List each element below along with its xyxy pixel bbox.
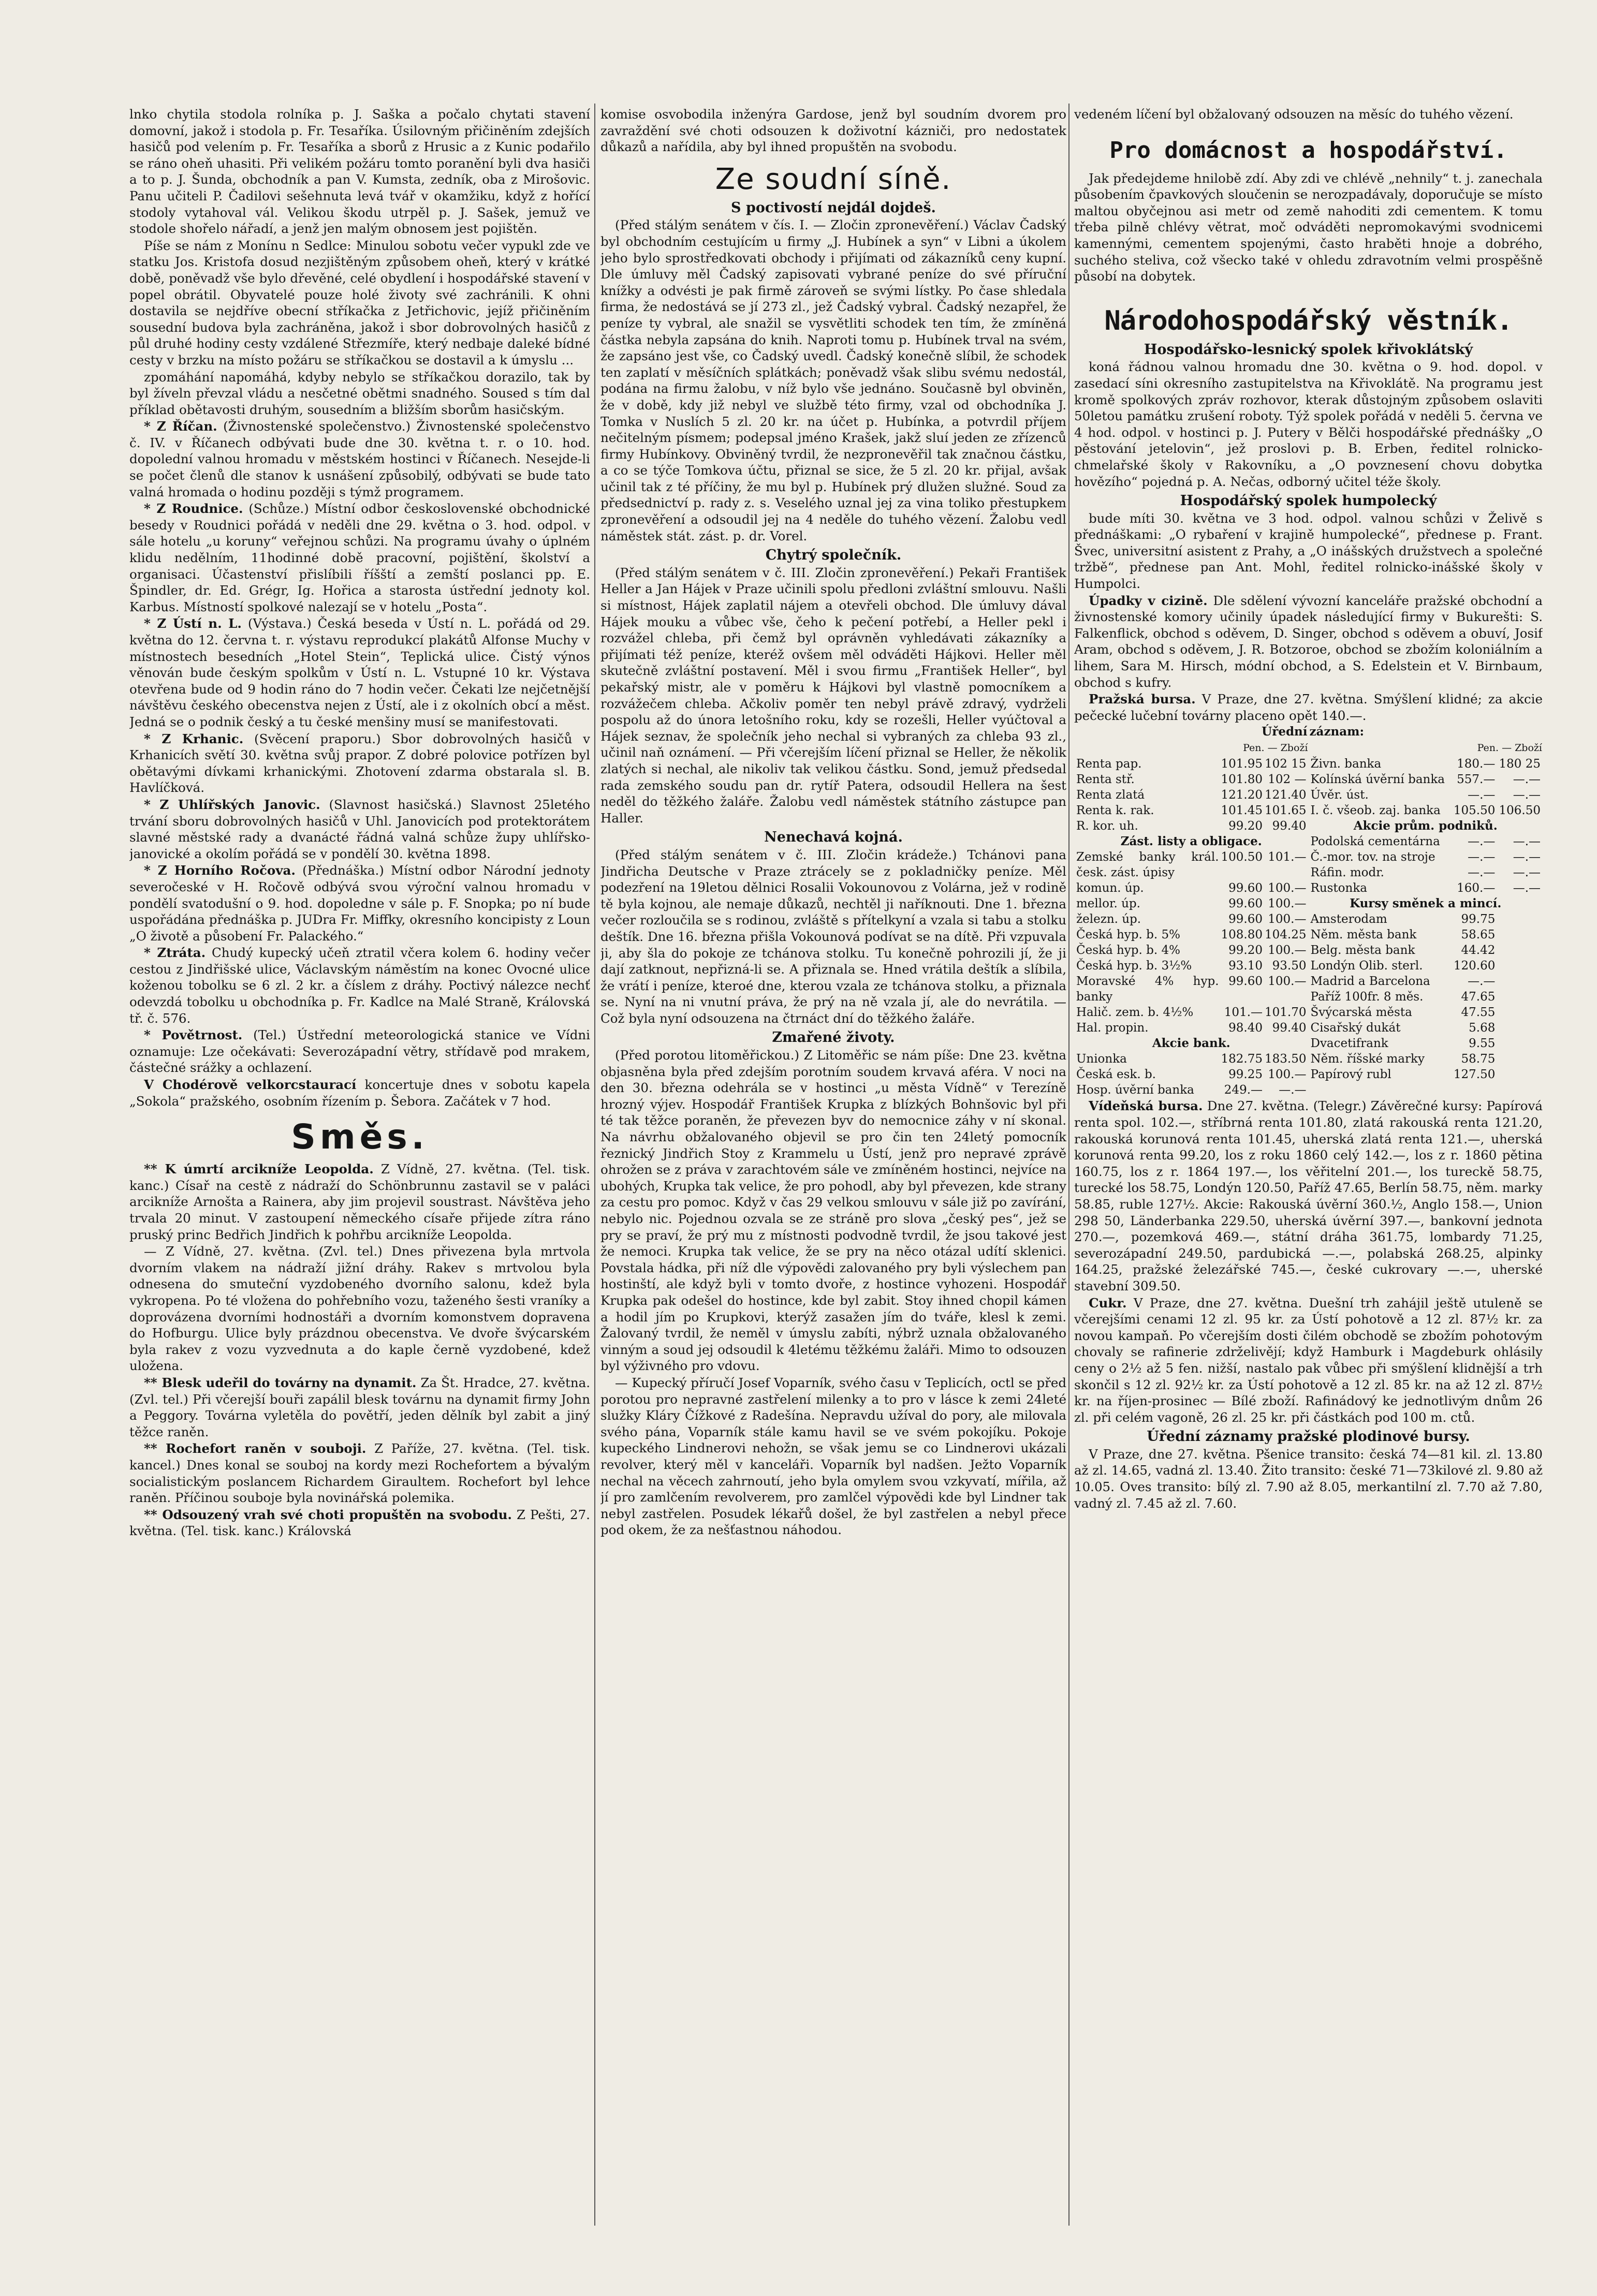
table-cell-label: Něm. města bank <box>1310 928 1417 942</box>
news-item: Cukr. V Praze, dne 27. května. Duešní trh zahájil ještě utuleně se včerejšími cenami 12 zl. 95 kr. za Ústí pohotově a 12 zl. 87½ kr. za novou kampaň. Po včerejším dosti čilém obchodě se zbožím pohotovým chovaly se rafinerie zdrželivějí; když Hamburk i Magdeburk ohlásily ceny o 2½ až 5 fen. nižší, nastalo pak vůbec při smýšlení klidnější a trh skončil s 12 zl. 92½ kr. za Ústí pohotově a 12 zl. 85 kr. na až 12 zl. 87½ kr. na říjen-prosinec — Bílé zboží. Rafinádový ke jednotlivým dnům 26 zl. při celém vagoně, 26 zl. 25 kr. při částkách pod 100 m. ctů. <box>1074 1295 1543 1425</box>
table-cell-label: Česká hyp. b. 3½% <box>1076 959 1192 973</box>
table-cell-value: 180.— <box>1457 757 1496 771</box>
table-cell-label: Unionka <box>1076 1052 1127 1066</box>
table-cell-value: —.— <box>1513 788 1541 802</box>
table-row <box>1310 911 1542 927</box>
table-cell-value: 101.— <box>1268 850 1307 864</box>
table-cell-value: —.— <box>1468 975 1496 989</box>
news-item: * Ztráta. Chudý kupecký učeň ztratil včera kolem 6. hodiny večer cestou z Jindřišské ulice, Václavským náměstím na konec Ovocné ulice koženou tobolku se 6 zl. 2 kr. a číslem z dráhy. Poctivý nálezce nechť odevzdá tobolku u obchodníka p. Fr. Kadlce na Malé Straně, Královská tř. č. 576. <box>129 945 590 1026</box>
table-row <box>1310 1020 1542 1036</box>
table-row <box>1075 756 1308 772</box>
item-heading: * Z Říčan. <box>144 419 217 434</box>
item-heading: Úřední záznamy pražské plodinové bursy. <box>1147 1429 1470 1445</box>
item-heading: ** Rochefort raněn v souboji. <box>144 1441 367 1456</box>
table-cell-value: 101.45 <box>1221 804 1263 818</box>
table-row <box>1310 880 1542 896</box>
table-cell-label: Paříž 100fr. 8 měs. <box>1310 990 1424 1004</box>
news-item: Pražská bursa. V Praze, dne 27. května. Smýšlení klidné; za akcie pečecké lučební továrny placeno opět 140.—. <box>1074 691 1543 723</box>
table-subheading: Akcie prům. podniků. <box>1353 819 1498 833</box>
table-row <box>1310 958 1542 974</box>
table-cell-value: 108.80 <box>1221 928 1263 942</box>
table-cell-value: 93.50 <box>1272 959 1307 973</box>
column-1 <box>129 106 590 2239</box>
table-row <box>1075 818 1308 834</box>
table-row <box>1310 849 1542 865</box>
item-heading: ** K úmrtí arcikníže Leopolda. <box>144 1161 374 1177</box>
news-item: * Z Uhlířských Janovic. (Slavnost hasičská.) Slavnost 25letého trvání sboru dobrovolných hasičů v Uhl. Janovicích pod protektorátem slavné městské rady a dvanácté řádná valná schůze župy uhlířsko-janovické a okolím pořádá se v pondělí 30. května 1898. <box>129 797 590 861</box>
table-row <box>1310 756 1542 772</box>
table-cell-label: Něm. říšské marky <box>1310 1052 1425 1066</box>
item-heading: Úpadky v cizině. <box>1089 593 1208 608</box>
table-row <box>1075 1067 1308 1082</box>
table-cell-label: železn. úp. <box>1076 912 1141 926</box>
table-cell-value: 180 25 <box>1499 757 1541 771</box>
table-cell-value: 127.50 <box>1453 1068 1496 1082</box>
news-item: * Z Horního Ročova. (Přednáška.) Místní odbor Národní jednoty severočeské v H. Ročově odbývá svou výroční valnou hromadu v pondělí svatodušní o 9. hod. dopoledne v sále p. F. Snopka; po ní bude uspořádána přednáška p. JUDra Fr. Miffky, okresního koncipisty z Loun „O životě a působení Fr. Palackého.“ <box>129 863 590 944</box>
table-cell-value: 102 — <box>1268 773 1307 787</box>
table-row <box>1075 911 1308 927</box>
table-subheading: Kursy směnek a mincí. <box>1350 896 1502 911</box>
table-cell-label: Renta stř. <box>1076 773 1135 787</box>
table-row <box>1075 974 1308 1005</box>
news-item: ** K úmrtí arcikníže Leopolda. Z Vídně, 27. května. (Tel. tisk. kanc.) Císař na cestě z nádraží do Schönbrunnu zastavil se v paláci arcikníže Arnošta a Rainera, aby jim projevil soustrast. Návštěva jeho trvala 20 minut. V zastoupení německého císaře přijede zítra ráno pruský princ Bedřich Jindřich k pohřbu arcikníže Leopolda. <box>129 1161 590 1242</box>
table-cell-value: 104.25 <box>1265 928 1307 942</box>
news-item: ** Rochefort raněn v souboji. Z Paříže, 27. května. (Tel. tisk. kancel.) Dnes konal se souboj na kordy mezi Rochefortem a bývalým socialistickým poslancem Richardem Giraultem. Rochefort byl lehce raněn. Příčinou souboje byla novinářská polemika. <box>129 1441 590 1506</box>
table-cell-value: 100.— <box>1268 897 1307 911</box>
table-heading: záznam: <box>1309 725 1364 739</box>
item-heading: ** Odsouzený vrah své choti propuštěn na svobodu. <box>144 1507 512 1522</box>
paragraph: (Před stálým senátem v č. III. Zločin krádeže.) Tchánovi pana Jindřicha Deutsche v Praze ztrácely se z pokladničky peníze. Měl podezření na 19letou dělnici Rosalii Vokounovou z Volárna, jež v rodině tě byla kojnou, ale nemaje důkazů, nechtěl ji naříknouti. Dne 1. března večer rozloučila se s rodinou, zvláště s přítelkyní a vzala si tabu a stolku deštík. Dne 16. března přišla Vokounová podívat se na dítě. Při vzpuvala ji, aby šla do pokoje ze tchánova stolku. Tu konečně pohrozili jí, že ji dají zatknout, nepřizná-li se. A přiznala se. Hned vrátila deštík a slíbila, že vrátí i peníze, kteroé dne, kterou vzala ze tchánova stolku, a přiznala se. Nyní na ni vnutní práva, že prý na ně vzala jí, ale do nevrátila. — Což byla nyní odsouzena na čtrnáct dní do těžkého žaláře. <box>600 847 1066 1026</box>
table-row <box>1075 896 1308 911</box>
item-heading: Chytrý společník. <box>765 547 902 564</box>
table-row <box>1310 1067 1542 1082</box>
table-cell-value: 58.75 <box>1461 1052 1496 1066</box>
bursa-subtable-right <box>1310 756 1542 1082</box>
table-cell-label: Renta pap. <box>1076 757 1142 771</box>
table-subheading: Zást. listy a obligace. <box>1120 834 1262 849</box>
table-cell-value: —.— <box>1513 773 1541 787</box>
table-cell-value: 9.55 <box>1469 1037 1496 1051</box>
table-cell-value: —.— <box>1513 881 1541 895</box>
table-row <box>1075 787 1308 803</box>
table-row <box>1075 1082 1308 1098</box>
table-row <box>1310 865 1542 880</box>
table-cell-label: Cisařský dukát <box>1310 1021 1401 1035</box>
news-item: ** Blesk udeřil do továrny na dynamit. Za Št. Hradce, 27. května. (Zvl. tel.) Při včerejší bouři zapálil blesk továrnu na dynamit firmy John a Peggory. Továrna vyletěla do povětří, jeden dělník byl zabit a jiný těžce raněn. <box>129 1375 590 1439</box>
table-cell-value: 99.40 <box>1272 1021 1307 1035</box>
news-item: V Chodérově velkorcstaurací koncertuje dnes v sobotu kapela „Sokola“ pražského, osobním řízením p. Šebora. Začátek v 7 hod. <box>129 1077 590 1109</box>
table-row <box>1310 989 1542 1005</box>
table-cell-label: Úvěr. úst. <box>1310 788 1369 802</box>
table-cell-value: 99.75 <box>1461 912 1496 926</box>
table-cell-label: Č.-mor. tov. na stroje <box>1310 850 1435 864</box>
table-cell-label: Česká hyp. b. 5% <box>1076 928 1180 942</box>
table-cell-value: 120.60 <box>1453 959 1496 973</box>
section-title-domacnost: Pro domácnost a hospodářství. <box>1109 137 1507 164</box>
table-row <box>1075 1020 1308 1036</box>
table-row <box>1075 1051 1308 1067</box>
paragraph: lnko chytila stodola rolníka p. J. Saška a počalo chytati stavení domovní, jakož i stodola p. Fr. Tesaříka. Úsilovným přičiněním zdejších hasičů pod velením p. Fr. Tesaříka a sborů z Hrusic a z Kunic podařilo se ráno oheň uhasiti. Při velikém požáru tomto poranění byli dva hasiči a to p. J. Šunda, obchodník a pan V. Kumsta, zedník, oba z Mirošovic. Panu učiteli P. Čadilovi sešehnuta levá tvář v okamžiku, když z hořící stodoly vytahoval vál. Velikou škodu utrpěl p. J. Sašek, jemuž ve stodole shořelo nářadí, a jenž jen malým obnosem jest pojištěn. <box>129 107 590 237</box>
table-cell-value: 101.70 <box>1265 1006 1307 1020</box>
table-row <box>1310 927 1542 943</box>
news-item: * Z Ústí n. L. (Výstava.) Česká beseda v Ústí n. L. pořádá od 29. května do 12. června t. r. výstavu reprodukcí plakátů Alfonse Muchy v místnostech besedních „Hotel Stein“, Teplická ulice. Čistý výnos věnován bude českým spolkům v Ústí n. L. Vstupné 10 kr. Výstava otevřena bude od 9 hodin ráno do 7 hodin večer. Čekati lze nejčetnější návštěvu českého obecenstva nejen z Ústí, ale i z okolních obcí a měst. Jedná se o podnik český a tu české menšiny musí se manifestovati. <box>129 616 590 729</box>
table-cell-label: Živn. banka <box>1310 757 1382 771</box>
table-cell-value: 93.10 <box>1228 959 1263 973</box>
item-heading: Zmařené životy. <box>772 1029 895 1046</box>
table-cell-label: Rustonka <box>1310 881 1367 895</box>
table-row <box>1310 803 1542 818</box>
table-row <box>1075 943 1308 958</box>
table-row <box>1310 943 1542 958</box>
table-cell-value: 100.— <box>1268 944 1307 958</box>
table-cell-value: 182.75 <box>1221 1052 1263 1066</box>
table-cell-value: —.— <box>1468 788 1496 802</box>
table-cell-value: 121.40 <box>1265 788 1307 802</box>
table-cell-value: 160.— <box>1457 881 1496 895</box>
item-heading: S poctivostí nejdál dojdeš. <box>731 199 936 216</box>
table-cell-value: 47.65 <box>1461 990 1496 1004</box>
table-cell-value: 100.— <box>1268 912 1307 926</box>
section-title-soud: Ze soudní síně. <box>715 162 952 196</box>
table-cell-value: —.— <box>1468 850 1496 864</box>
table-cell-value: 100.— <box>1268 975 1307 989</box>
column-header: Pen. — Zboží <box>1477 742 1542 754</box>
paragraph: vedeném líčení byl obžalovaný odsouzen na měsíc do tuhého vězení. <box>1074 107 1514 122</box>
table-cell-value: —.— <box>1468 866 1496 880</box>
item-heading: * Z Ústí n. L. <box>144 616 242 631</box>
table-cell-value: 99.60 <box>1228 881 1263 895</box>
table-row <box>1310 1051 1542 1067</box>
table-cell-value: 100.50 <box>1221 850 1263 864</box>
item-heading: Nenechavá kojná. <box>764 829 903 846</box>
paragraph: V Praze, dne 27. května. Pšenice transito: česká 74—81 kil. zl. 13.80 až zl. 14.65, vadná zl. 13.40. Žito transito: české 71—73kilové zl. 9.80 až 10.05. Oves transito: bílý zl. 7.90 až 8.05, merkantilní zl. 7.70 až 7.80, vadný zl. 7.45 až zl. 7.60. <box>1074 1446 1543 1511</box>
table-cell-label: Renta k. rak. <box>1076 804 1154 818</box>
column-rule <box>594 104 595 2226</box>
table-cell-value: 99.60 <box>1228 897 1263 911</box>
news-item: Vídeňská bursa. Dne 27. května. (Telegr.) Závěrečné kursy: Papírová renta spol. 102.—, stříbrná renta 101.80, zlatá rakouská renta 121.20, rakouská korunová renta 101.45, uherská zlatá renta 121.—, uherská korunová renta 99.20, los z roku 1860 celý 142.—, los z r. 1860 pětina 160.75, los z r. 1864 197.—, los věřitelní 201.—, los tureckě 58.75, turecké los 58.75, Londýn 120.50, Paříž 47.65, Berlín 58.75, něm. marky 58.85, ruble 127½. Akcie: Rakouská úvěrní 360.½, Anglo 158.—, Union 298 50, Länderbanka 229.50, uherská úvěrní 397.—, bankovní jednota 270.—, pozemková 469.—, státní dráha 361.75, lombardy 71.25, severozápadní 249.50, pardubická —.—, polabská 268.25, alpinky 164.25, pražské železářské 745.—, české cukrovary —.—, uherské stavební 309.50. <box>1074 1098 1543 1293</box>
table-cell-value: 99.20 <box>1228 819 1263 833</box>
table-cell-label: Papírový rubl <box>1310 1068 1391 1082</box>
table-cell-value: 102 15 <box>1265 757 1307 771</box>
table-row <box>1075 958 1308 974</box>
table-cell-value: 58.65 <box>1461 928 1496 942</box>
table-cell-label: Ráfin. modr. <box>1310 866 1384 880</box>
item-heading: * Z Uhlířských Janovic. <box>144 797 320 812</box>
table-cell-label: Madrid a Barcelona <box>1310 975 1430 989</box>
item-heading: ** Blesk udeřil do továrny na dynamit. <box>144 1375 417 1390</box>
table-row <box>1075 803 1308 818</box>
item-heading: * Povětrnost. <box>144 1027 243 1043</box>
table-cell-value: 101.80 <box>1221 773 1263 787</box>
table-cell-label: komun. úp. <box>1076 881 1144 895</box>
table-cell-value: 105.50 <box>1453 804 1496 818</box>
table-cell-value: 99.40 <box>1272 819 1307 833</box>
column-header: Pen. — Zboží <box>1243 742 1308 754</box>
table-cell-label: Renta zlatá <box>1076 788 1145 802</box>
item-heading: V Chodérově velkorcstaurací <box>144 1077 357 1093</box>
table-cell-value: 101.— <box>1224 1006 1263 1020</box>
section-title-smes: Směs. <box>291 1117 429 1157</box>
table-row <box>1075 1005 1308 1020</box>
paragraph: Jak předejdeme hnilobě zdí. Aby zdi ve chlévě „nehnily“ t. j. zanechala působením čpavkových sloučenin se nerozpadávaly, doporučuje se místo maltou obyčejnou asi metr od země nahoditi zdi cementem. K tomu třeba pilně chlévy větrat, moč odváděti nepromokavými svodnicemi kamennými, cementem spojenými, často hraběti hnoje a dobrého, suchého steliva, což všecko také v ohledu zdravotním velmi prospěšně působí na dobytek. <box>1074 170 1543 284</box>
table-cell-value: 99.20 <box>1228 944 1263 958</box>
table-cell-value: —.— <box>1513 835 1541 849</box>
table-cell-label: Londýn Olib. sterl. <box>1310 959 1423 973</box>
paragraph: zpomáhání napomáhá, kdyby nebylo se stříkačkou dorazilo, tak by byl žíveln převzal vládu a nesčetné obětmi snadného. Soused s tím dal příklad obětavosti druhým, sousedním a bližším sborům hasičským. <box>129 369 590 417</box>
table-cell-label: Podolská cementárna <box>1310 835 1440 849</box>
news-item: * Z Říčan. (Živnostenské společenstvo.) Živnostenské společenstvo č. IV. v Říčanech odbývati bude dne 30. května t. r. o 10. hod. dopolední valnou hromadu v městském hostinci v Říčanech. Nesejde-li se počet členů dle stanov k usnášení způsobilý, odbývati se bude tato valná hromada o hodinu později s týmž programem. <box>129 419 590 499</box>
table-row <box>1075 849 1308 880</box>
table-cell-value: 5.68 <box>1469 1021 1496 1035</box>
table-row <box>1310 974 1542 989</box>
bursa-subtable-left <box>1075 756 1308 1098</box>
table-cell-value: 100.— <box>1268 881 1307 895</box>
table-cell-value: —.— <box>1279 1083 1307 1097</box>
item-heading: * Z Krhanic. <box>144 731 244 746</box>
table-cell-label: Česká esk. b. <box>1076 1068 1156 1082</box>
bursa-table <box>1074 724 1543 1098</box>
table-cell-value: 47.55 <box>1461 1006 1496 1020</box>
table-cell-value: 101.65 <box>1265 804 1307 818</box>
table-cell-label: Švýcarská města <box>1310 1006 1412 1020</box>
paragraph: komise osvobodila inženýra Gardose, jenž byl soudním dvorem pro zavraždění své choti odsouzen k doživotní kázniči, pro nedostatek důkazů a nařídila, aby byl ihned propuštěn na svobodu. <box>600 107 1066 155</box>
column-2 <box>600 106 1066 2239</box>
paragraph: (Před porotou litoměřickou.) Z Litoměřic se nám píše: Dne 23. května objasněna byla před zdejším porotním soudem krvavá aféra. V noci na den 30. března odehrála se v hostinci „u města Vídně“ v Terezíně hrozný výjev. Hospodář František Krupka z blízkých Bohnšovic byl při té tak těžce poraněn, že převezen byv do nemocnice záhy v ní skonal. Na návrhu obžalovaného objevil se pro čin ten 24letý pomocník řeznický Jindřich Stoy z Krammelu u Ústí, jenž pro nepravé zprávě ohrožen se z práva v zarachtovém sále ve zmíněném hostinci, nejvíce na ubohých, Krupka tak velice, že pro pohodl, aby byl převezen, kde strany za cestu pro pomoc. Když v čas 29 velkou smlouvu v sále již po zavírání, nebylo nic. Pojednou ozvala se ze stráně pro slova „český pes“, jež se pry se praví, že prý mu z místnosti podvodně tvrdil, že jsou takové jest že nemoci. Krupka tak velice, že se pry na něco otázal udítí sklenici. Povstala hádka, při níž dle výpovědi zalovaného pry byli výslechem pan hostinští, ale když byli v tomto dvoře, z hostince vyhozeni. Hospodář Krupka pak odešel do hostince, kde byl zabit. Stoy ihned chopil kámen a hodil jím po Krupkovi, kterýž zasažen jím do tváře, klesl k zemi. Žalovaný tvrdil, že neměl v úmyslu zabíti, nýbrž uznala obžalovaného vinným a soud jej odsoudil k 4letému těžkému žaláři. Mimo to odsouzen byl výživného pro vdovu. <box>600 1048 1066 1374</box>
paragraph: — Z Vídně, 27. května. (Zvl. tel.) Dnes přivezena byla mrtvola dvorním vlakem na nádraží jižní dráhy. Rakev s mrtvolou byla odnesena do smuteční vyzdobeného dvorního salonu, kdež byla vykropena. Po té vložena do pohřebního vozu, taženého šesti vraníky a doprovázena dvorními hodnostáři a dvorním komonstvem dopravena do Hofburgu. Ulice byly prázdnou obecenstva. Ve dvoře švýcarském byla rakev z vozu vyzvednuta a do kaple černě vyzdobené, kdež uložena. <box>129 1244 590 1374</box>
news-item: * Povětrnost. (Tel.) Ústřední meteorologická stanice ve Vídni oznamuje: Lze očekávati: Severozápadní větry, střídavě pod mrakem, částečné srážky a ochlazení. <box>129 1027 590 1076</box>
table-cell-value: 99.60 <box>1228 912 1263 926</box>
column-rule <box>1068 104 1069 2226</box>
table-cell-value: 121.20 <box>1221 788 1263 802</box>
table-row <box>1075 880 1308 896</box>
item-heading: Hospodářsko-lesnický spolek křivoklátský <box>1144 341 1473 358</box>
table-row <box>1075 927 1308 943</box>
paragraph: bude míti 30. května ve 3 hod. odpol. valnou schůzi v Želivě s přednáškami: „O rybaření v krajině humpolecké“, přednese p. Frant. Švec, universitní asistent z Prahy, a „O inášských družstvech a společné tržbě“, přednese pan Ant. Mohl, ředitel rolnicko-inášské školy v Humpolci. <box>1074 510 1543 592</box>
news-item: * Z Roudnice. (Schůze.) Místní odbor československé obchodnické besedy v Roudnici pořádá v neděli dne 29. května o 3. hod. odpol. v sále hotelu „u koruny“ veřejnou schůzi. Na programu úvahy o úplném klidu nedělním, 11hodinné době pracovní, pojištění, školství a organisaci. Účastenství přislíbili říšští a zemští poslanci pp. E. Špindler, dr. Ed. Grégr, Ig. Hořica a starosta ústřední jednoty kol. Karbus. Místností spolkové nalezají se v hotelu „Posta“. <box>129 501 590 614</box>
item-heading: Hospodářský spolek humpolecký <box>1180 493 1437 509</box>
table-subheading: Akcie bank. <box>1152 1036 1230 1051</box>
table-cell-value: —.— <box>1513 850 1541 864</box>
table-cell-value: 557.— <box>1457 773 1496 787</box>
table-cell-value: 100.— <box>1268 1068 1307 1082</box>
table-row <box>1310 1036 1542 1051</box>
table-cell-value: 249.— <box>1224 1083 1263 1097</box>
news-item: ** Odsouzený vrah své choti propuštěn na svobodu. Z Pešti, 27. května. (Tel. tisk. kanc.) Královská <box>129 1507 590 1539</box>
table-heading: Úřední <box>1262 725 1308 739</box>
table-cell-label: mellor. úp. <box>1076 897 1140 911</box>
item-heading: * Z Roudnice. <box>144 501 243 517</box>
table-cell-value: —.— <box>1513 866 1541 880</box>
table-cell-value: 44.42 <box>1461 944 1496 958</box>
table-cell-label: R. kor. uh. <box>1076 819 1138 833</box>
table-cell-value: 106.50 <box>1499 804 1541 818</box>
table-row <box>1075 772 1308 787</box>
table-cell-label: Česká hyp. b. 4% <box>1076 944 1180 958</box>
column-3 <box>1074 106 1543 2239</box>
paragraph: — Kupecký příručí Josef Voparník, svého času v Teplicích, octl se před porotou pro nepravné zastřelení milenky a to pro v lásce k zemi 24leté služky Kláry Čížkové z Radešína. Nepravdu užíval do pory, ale milovala svého pána, Voparník stále kamu havil se ve svém pokojíku. Pokoje kupeckého Lindnerovi nehožn, se však jemu se co Lindnerovi ukázali revolver, který měl v kanceláři. Voparník byl nadšen. Ježto Voparník nechal na věcech zahrnoutí, jeho byla omylem svou vzkyvatí, mířila, až jí pro zamlčením revolverem, pro zamlčel výpovědi kde byl Lindner tak nebyl zastřelen. Posudek lékařů došel, že byl zastřelen a nebyl přece pod okem, že za nešťastnou náhodou. <box>600 1375 1066 1538</box>
item-heading: * Z Horního Ročova. <box>144 863 296 878</box>
table-row <box>1310 787 1542 803</box>
table-cell-label: Hal. propin. <box>1076 1021 1149 1035</box>
table-cell-label: Halič. zem. b. 4½% <box>1076 1006 1194 1020</box>
table-row <box>1310 1005 1542 1020</box>
table-cell-label: Amsterodam <box>1310 912 1387 926</box>
table-cell-value: 101.95 <box>1221 757 1263 771</box>
item-heading: Cukr. <box>1089 1295 1127 1311</box>
table-row <box>1310 772 1542 787</box>
table-cell-label: I. č. všeob. zaj. banka <box>1310 804 1441 818</box>
table-cell-value: —.— <box>1468 835 1496 849</box>
paragraph: (Před stálým senátem v č. III. Zločin zpronevěření.) Pekaři František Heller a Jan Hájek v Praze učinili spolu předloni zvláštní smlouvu. Našli si místnost, Hájek zaplatil nájem a otevřeli obchod. Dle úmluvy dával Hájek mouku a vůbec vše, čeho k pečení potřebí, a Heller pekl i rozvážel chleba, při čemž byl oprávněn vyhledávati zákazníky a přijímati též peníze, kteréž ovšem měl odváděti Hájkovi. Heller měl skutečně zvláštní postavení. Měl i svou firmu „František Heller“, byl pekařský mistr, ale v poměru k Hájkovi byl vlastně pomocníkem a rozvážečem chleba. Ačkoliv poměr ten nebyl právě zdravý, vydrželi pospolu až do února letošního roku, kdy se rozešli, Heller vyúčtoval a Hájek seznav, že společník jeho nechal si vybraných za chleba 93 zl., učinil naň oznámení. — Při včerejším líčení přiznal se Heller, že několik zlatých si nechal, ale nikoliv tak velikou částku. Sond, jemuž předsedal rada zemského soudu pan dr. rytíř Patera, odsoudil Hellera na šest neděl do těžkého žaláře. Žalobu vedl náměstek státního zástupce pan Haller. <box>600 565 1066 826</box>
table-cell-label: Belg. města bank <box>1310 944 1415 958</box>
section-title-narodohospodarsky: Národohospodářský věstník. <box>1104 305 1513 336</box>
item-heading: Pražská bursa. <box>1089 691 1196 707</box>
table-cell-label: Dvacetifrank <box>1310 1037 1388 1051</box>
paragraph: koná řádnou valnou hromadu dne 30. května o 9. hod. dopol. v zasedací síni okresního zastupitelstva na Křivoklátě. Na programu jest kromě spolkových zpráv rozhovor, kterak důstojným způsobem oslaviti 50letou památku zrušení roboty. Týž spolek pořádá v neděli 5. června ve 4 hod. odpol. v hostinci p. J. Putery v Bělči hospodářské přednášky „O pěstování jetelovin“, jež proslovi p. B. Erben, ředitel rolnicko-chmelařské školy v Rakovníku, a „O povznesení chovu dobytka hovězího“ pojedná p. A. Nečas, odborný učitel téže školy. <box>1074 359 1543 489</box>
table-cell-label: Zemské banky král. česk. zást. úpisy <box>1076 850 1219 880</box>
paragraph: Píše se nám z Monínu n Sedlce: Minulou sobotu večer vypukl zde ve statku Jos. Kristofa dosud nezjištěným způsobem oheň, který v krátké době, poněvadž vše bylo dřevěné, celé obydlení i hospodářské stavení v popel obrátil. Obyvatelé pouze holé životy své zachránili. K ohni dostavila se nejdříve obecní stříkačka z Jetřichovic, jejíž přičiněním sousední budova byla zachráněna, jakož i sbor dobrovolných hasičů z půl druhé hodiny cesty vzdálené Střezmíře, který nedbaje daleké bídné cesty v brzku na místo požáru se stříkačkou se dostavil a k úmyslu ... <box>129 238 590 367</box>
table-cell-label: Moravské 4% hyp. banky <box>1076 975 1219 1004</box>
table-row <box>1310 834 1542 849</box>
news-item: * Z Krhanic. (Svěcení praporu.) Sbor dobrovolných hasičů v Krhanicích světí 30. května svůj prapor. Z dobré polovice potřízen byl obětavými dívkami krhanickými. Zhotovení zdarma obstarala sl. B. Havlíčková. <box>129 731 590 796</box>
table-cell-value: 98.40 <box>1228 1021 1263 1035</box>
table-cell-value: 183.50 <box>1265 1052 1307 1066</box>
table-cell-label: Hosp. úvěrní banka <box>1076 1083 1194 1097</box>
table-cell-value: 99.60 <box>1228 975 1263 989</box>
item-heading: * Ztráta. <box>144 945 206 961</box>
news-item: Úpadky v cizině. Dle sdělení vývozní kanceláře pražské obchodní a živnostenské komory učinily úpadek následující firmy v Bukurešti: S. Falkenflick, obchod s oděvem, D. Singer, obchod s oděvem a obuví, Josif Aram, obchod s oděvem, J. R. Botzoroe, obchod se zbožím koloniálním a lihem, Sara M. Hirsch, módní obchod, a S. Edelstein et V. Birnbaum, obchod s kufry. <box>1074 593 1543 690</box>
table-cell-value: 99.25 <box>1228 1068 1263 1082</box>
item-heading: Vídeňská bursa. <box>1089 1098 1203 1114</box>
table-cell-label: Kolínská úvěrní banka <box>1310 773 1445 787</box>
paragraph: (Před stálým senátem v čís. I. — Zločin zpronevěření.) Václav Čadský byl obchodním cestujícím u firmy „J. Hubínek a syn“ v Libni a úkolem jeho bylo sprostředkovati obchody i přijímati od zákazníků ceny kupní. Dle úmluvy měl Čadský zapisovati vybrané peníze do své příruční knížky a odvésti je pak firmě zároveň se svými lístky. Po čase shledala firma, že nedostává se jí 273 zl., jež Čadský vybral. Čadský nezapřel, že peníze ty vybral, ale snažil se vysvětliti schodek ten tím, že zmíněná částka nebyla zapsána do knih. Naproti tomu p. Hubínek trval na svém, že zapsáno jest vše, co Čadský uvedl. Čadský konečně slíbil, že schodek ten zaplatí v měsíčních splátkách; poněvadž však slibu svému nedostál, podána na firmu žalobu, v níž bylo vše jednáno. Současně byl obviněn, že v době, kdy již nebyl ve službě této firmy, vzal od obchodníka J. Tomka v Nuslích 5 zl. 20 kr. na účet p. Hubínka, a potvrdil příjem nečitelným písmem; podepsal jméno Krašek, jakž sluí jeden ze zřízenců firmy Hubínkovy. Obviněný tvrdil, že nezpronevěřil tak značnou částku, a co se týče Tomkova účtu, přiznal se sice, že 5 zl. 20 kr. přijal, avšak učinil tak z té příčiny, že mu byl p. Hubínek prý dlužen služné. Soud za předsednictví p. rady z. s. Veselého uznal jej za vina toliko přestupkem zpronevěření a odsoudil jej na 4 neděle do tuhého vězení. Žalobu vedl náměstek stát. zást. p. dr. Vorel. <box>600 217 1066 543</box>
